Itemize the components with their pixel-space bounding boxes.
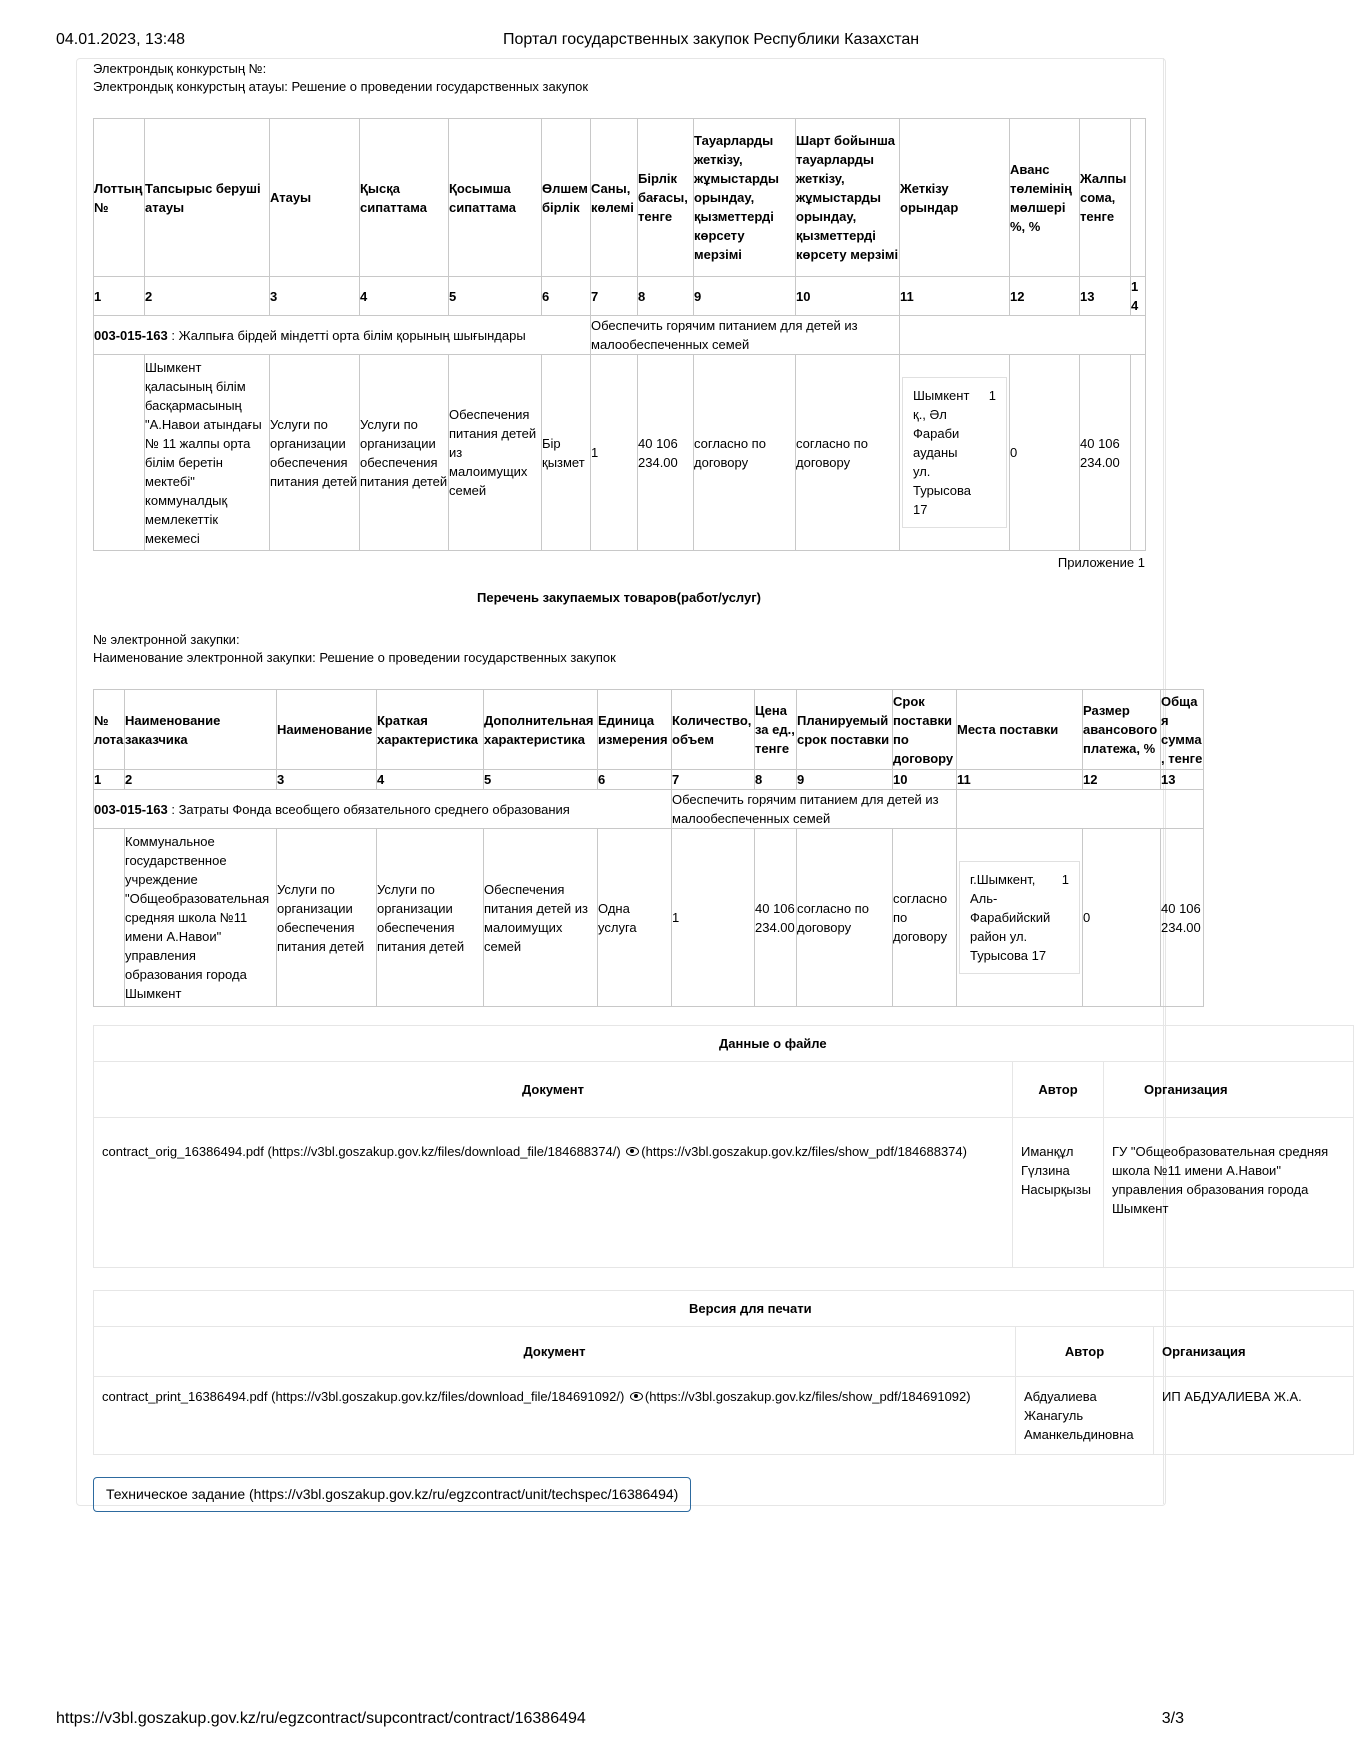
kz-cell-term-contract: согласно по договору <box>796 355 900 551</box>
ru-cell-name: Услуги по организации обеспечения питания детей <box>277 829 377 1007</box>
ru-lot-row <box>94 790 1204 829</box>
kz-data-row <box>94 355 1146 551</box>
ru-col-header: Места поставки <box>957 690 1083 770</box>
content-area <box>93 60 1329 1512</box>
kz-col-number: 11 <box>900 277 1010 316</box>
ru-cell-place <box>957 829 1083 1007</box>
kz-col-header: Аванс төлемінің мөлшері %, % <box>1010 119 1080 277</box>
kz-col-header: Тауарларды жеткізу, жұмыстарды орындау, қызметтерді көрсету мерзімі <box>694 119 796 277</box>
ru-lot-name: : Затраты Фонда всеобщего обязательного среднего образования <box>167 801 570 817</box>
file-data-clip <box>93 1025 1329 1268</box>
print-version-title-row <box>94 1291 1354 1327</box>
kz-cell-place <box>900 355 1010 551</box>
file-data-title-row <box>94 1026 1354 1062</box>
file-data-table <box>93 1025 1354 1268</box>
kz-lot-note: Обеспечить горячим питанием для детей из малообеспеченных семей <box>591 316 900 355</box>
ru-cell-total: 40 106 234.00 <box>1161 829 1204 1007</box>
ru-col-number: 1 <box>94 770 125 790</box>
kz-col-number: 10 <box>796 277 900 316</box>
ru-cell-unit: Одна услуга <box>598 829 672 1007</box>
ru-col-number: 3 <box>277 770 377 790</box>
kz-col-number: 7 <box>591 277 638 316</box>
ru-cell-customer: Коммунальное государственное учреждение "Общеобразовательная средняя школа №11 имени А.Навои" управления образования города Шымкент <box>125 829 277 1007</box>
ru-col-header: Наименование <box>277 690 377 770</box>
kz-cell-advance: 0 <box>1010 355 1080 551</box>
file-data-row <box>94 1118 1354 1268</box>
ru-purchase-number: № электронной закупки: <box>93 632 240 647</box>
kz-col-header: Қосымша сипаттама <box>449 119 542 277</box>
kz-cell-empty <box>94 355 145 551</box>
kz-col-header: Саны, көлемі <box>591 119 638 277</box>
ru-col-header: Цена за ед., тенге <box>755 690 797 770</box>
kz-cell-short: Услуги по организации обеспечения питания детей <box>360 355 449 551</box>
file-col-author: Автор <box>1013 1062 1104 1118</box>
kz-col-header: Жалпы сома, тенге <box>1080 119 1131 277</box>
file-download-link[interactable]: contract_orig_16386494.pdf (https://v3bl.goszakup.gov.kz/files/download_file/184688374/) <box>102 1144 621 1159</box>
ru-col-header: Единица измерения <box>598 690 672 770</box>
kz-place-address: Шымкент қ., Әл Фараби ауданы ул. Турысова 17 <box>913 388 972 517</box>
print-col-document: Документ <box>94 1327 1016 1377</box>
file-view-link[interactable]: (https://v3bl.goszakup.gov.kz/files/show_pdf/184688374) <box>641 1144 967 1159</box>
ru-lot-note: Обеспечить горячим питанием для детей из малообеспеченных семей <box>672 790 957 829</box>
kz-lot-title <box>94 316 591 355</box>
tech-spec-wrap <box>93 1477 1183 1512</box>
print-version-clip <box>93 1290 1302 1455</box>
print-version-table <box>93 1290 1354 1455</box>
file-data-title: Данные о файле <box>94 1026 1354 1062</box>
kz-col-number: 14 <box>1131 277 1146 316</box>
kz-col-number: 8 <box>638 277 694 316</box>
ru-col-header: Планируемый срок поставки <box>797 690 893 770</box>
print-version-header-row <box>94 1327 1354 1377</box>
print-cell-document <box>94 1377 1016 1455</box>
ru-col-number: 6 <box>598 770 672 790</box>
ru-col-header: № лота <box>94 690 125 770</box>
kz-col-number: 2 <box>145 277 270 316</box>
file-cell-org: ГУ "Общеобразовательная средняя школа №11 имени А.Навои" управления образования города Шымкент <box>1104 1118 1354 1268</box>
ru-col-header: Общая сумма, тенге <box>1161 690 1204 770</box>
ru-cell-short: Услуги по организации обеспечения питания детей <box>377 829 484 1007</box>
ru-purchase-name: Наименование электронной закупки: Решение о проведении государственных закупок <box>93 650 616 665</box>
ru-lots-table <box>93 689 1204 1007</box>
appendix-label: Приложение 1 <box>1057 555 1145 570</box>
ru-cell-qty: 1 <box>672 829 755 1007</box>
ru-col-number: 11 <box>957 770 1083 790</box>
print-cell-org: ИП АБДУАЛИЕВА Ж.А. <box>1154 1377 1354 1455</box>
print-col-author: Автор <box>1016 1327 1154 1377</box>
kz-col-header: Тапсырыс беруші атауы <box>145 119 270 277</box>
kz-cell-empty <box>1131 355 1146 551</box>
kz-col-header: Бірлік бағасы, тенге <box>638 119 694 277</box>
kz-col-number: 12 <box>1010 277 1080 316</box>
kz-cell-price: 40 106 234.00 <box>638 355 694 551</box>
eye-icon[interactable] <box>630 1392 643 1401</box>
kz-place-box <box>902 377 1007 528</box>
file-col-org: Организация <box>1104 1062 1354 1118</box>
ru-place-address: г.Шымкент, Аль-Фарабийский район ул. Турысова 17 <box>970 872 1051 963</box>
ru-col-number: 10 <box>893 770 957 790</box>
ru-col-number: 2 <box>125 770 277 790</box>
kz-cell-extra: Обеспечения питания детей из малоимущих семей <box>449 355 542 551</box>
kz-col-header: Атауы <box>270 119 360 277</box>
kz-col-header: Шарт бойынша тауарларды жеткізу, жұмыстарды орындау, қызметтерді көрсету мерзімі <box>796 119 900 277</box>
file-col-document: Документ <box>94 1062 1013 1118</box>
ru-col-number: 4 <box>377 770 484 790</box>
ru-cell-term-contract: согласно по договору <box>893 829 957 1007</box>
ru-col-number: 7 <box>672 770 755 790</box>
kz-cell-unit: Бір қызмет <box>542 355 591 551</box>
page-number: 3/3 <box>1161 1710 1184 1727</box>
kz-col-number: 13 <box>1080 277 1131 316</box>
ru-col-header: Срок поставки по договору <box>893 690 957 770</box>
ru-col-header: Размер авансового платежа, % <box>1083 690 1161 770</box>
kz-number-row <box>94 277 1146 316</box>
ru-number-row <box>94 770 1204 790</box>
kz-contest-number: Электрондық конкурстың №: <box>93 61 267 76</box>
kz-cell-name: Услуги по организации обеспечения питания детей <box>270 355 360 551</box>
ru-table-clip <box>93 689 1203 1007</box>
ru-col-number: 12 <box>1083 770 1161 790</box>
kz-col-header: Қысқа сипаттама <box>360 119 449 277</box>
ru-cell-empty <box>94 829 125 1007</box>
ru-col-header: Наименование заказчика <box>125 690 277 770</box>
print-view-link[interactable]: (https://v3bl.goszakup.gov.kz/files/show_pdf/184691092) <box>644 1389 971 1404</box>
print-download-link[interactable]: contract_print_16386494.pdf (https://v3bl.goszakup.gov.kz/files/download_file/184691092/) <box>102 1389 625 1404</box>
ru-cell-advance: 0 <box>1083 829 1161 1007</box>
kz-lot-row <box>94 316 1146 355</box>
kz-col-number: 5 <box>449 277 542 316</box>
file-cell-document <box>94 1118 1013 1268</box>
eye-icon[interactable] <box>626 1147 639 1156</box>
ru-cell-term: согласно по договору <box>797 829 893 1007</box>
file-data-header-row <box>94 1062 1354 1118</box>
ru-place-box <box>959 861 1080 974</box>
page-url: https://v3bl.goszakup.gov.kz/ru/egzcontract/supcontract/contract/16386494 <box>56 1710 586 1727</box>
kz-cell-qty: 1 <box>591 355 638 551</box>
kz-col-number: 1 <box>94 277 145 316</box>
kz-col-number: 9 <box>694 277 796 316</box>
print-cell-author: Абдуалиева Жанагуль Аманкельдиновна <box>1016 1377 1154 1455</box>
ru-col-number: 8 <box>755 770 797 790</box>
ru-col-number: 13 <box>1161 770 1204 790</box>
kz-cell-customer: Шымкент қаласының білім басқармасының "А.Навои атындағы № 11 жалпы орта білім беретін мектебі" коммуналдық мемлекеттік мекемесі <box>145 355 270 551</box>
kz-lots-table <box>93 118 1146 551</box>
kz-col-number: 4 <box>360 277 449 316</box>
ru-section-title: Перечень закупаемых товаров(работ/услуг) <box>477 590 761 605</box>
ru-data-row <box>94 829 1204 1007</box>
ru-col-number: 5 <box>484 770 598 790</box>
kz-col-number: 6 <box>542 277 591 316</box>
ru-col-number: 9 <box>797 770 893 790</box>
kz-col-number: 3 <box>270 277 360 316</box>
ru-col-header: Количество, объем <box>672 690 755 770</box>
ru-cell-price: 40 106 234.00 <box>755 829 797 1007</box>
print-datetime: 04.01.2023, 13:48 <box>56 31 186 48</box>
kz-col-header: Жеткізу орындар <box>900 119 1010 277</box>
kz-cell-term: согласно по договору <box>694 355 796 551</box>
kz-cell-total: 40 106 234.00 <box>1080 355 1131 551</box>
ru-cell-extra: Обеспечения питания детей из малоимущих семей <box>484 829 598 1007</box>
kz-lot-empty <box>900 316 1146 355</box>
print-version-title: Версия для печати <box>94 1291 1354 1327</box>
ru-lot-empty <box>957 790 1204 829</box>
ru-header-row <box>94 690 1204 770</box>
ru-col-header: Краткая характеристика <box>377 690 484 770</box>
ru-lot-code: 003-015-163 <box>94 801 168 817</box>
kz-place-qty: 1 <box>988 388 996 403</box>
ru-place-qty: 1 <box>1061 872 1069 887</box>
site-title: Портал государственных закупок Республики Казахстан <box>503 31 920 48</box>
kz-col-header <box>1131 119 1146 277</box>
ru-lot-title <box>94 790 672 829</box>
kz-header-row <box>94 119 1146 277</box>
kz-lot-name: : Жалпыға бірдей міндетті орта білім қорының шығындары <box>167 327 526 343</box>
print-version-row <box>94 1377 1354 1455</box>
print-col-org: Организация <box>1154 1327 1354 1377</box>
kz-col-header: Өлшем бірлік <box>542 119 591 277</box>
tech-spec-button[interactable]: Техническое задание (https://v3bl.goszakup.gov.kz/ru/egzcontract/unit/techspec/16386494) <box>93 1477 691 1512</box>
ru-col-header: Дополнительная характеристика <box>484 690 598 770</box>
kz-lot-code: 003-015-163 <box>94 327 168 343</box>
kz-col-header: Лоттың № <box>94 119 145 277</box>
file-cell-author: Иманқұл Гүлзина Насырқызы <box>1013 1118 1104 1268</box>
kz-contest-name: Электрондық конкурстың атауы: Решение о проведении государственных закупок <box>93 79 589 94</box>
